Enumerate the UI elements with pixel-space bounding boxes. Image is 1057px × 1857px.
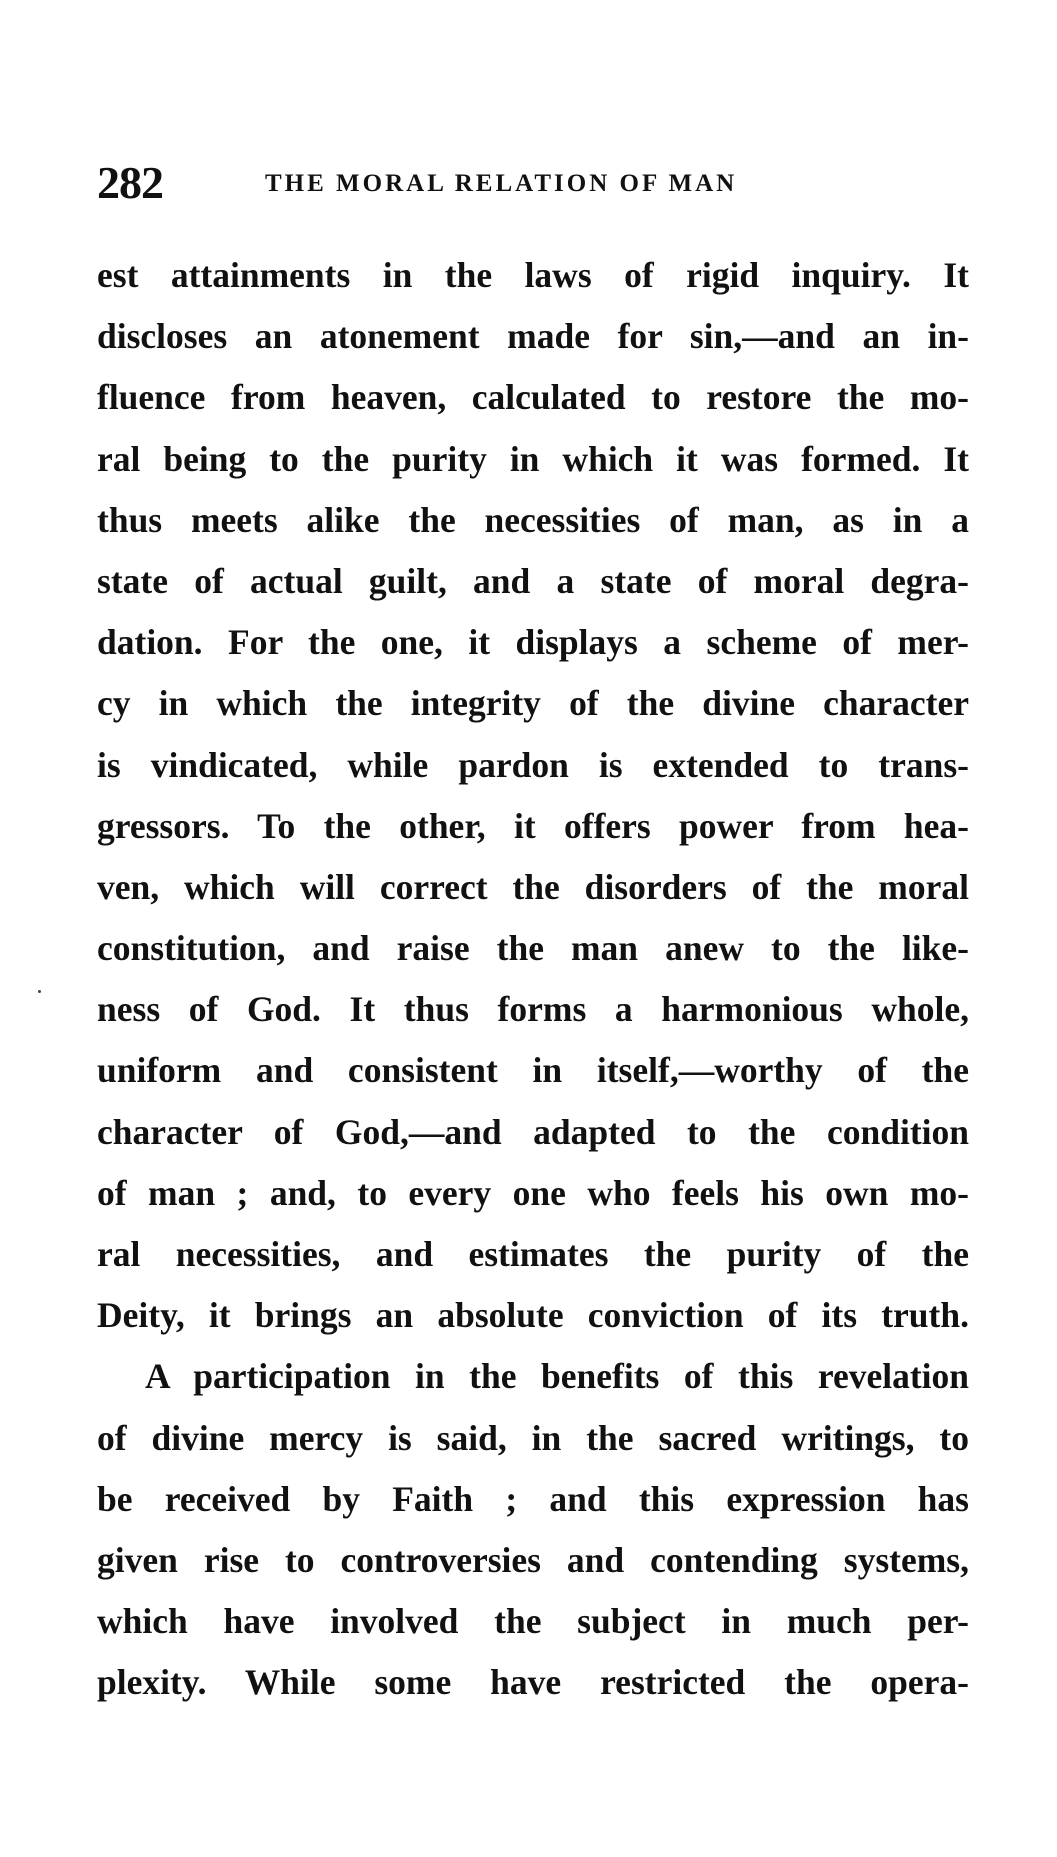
text-line: cy in which the integrity of the divine character: [97, 683, 969, 724]
running-head: [97, 158, 977, 208]
text-line: thus meets alike the necessities of man, as in a: [97, 499, 969, 540]
text-line: fluence from heaven, calculated to restore the mo-: [97, 377, 969, 418]
text-line: ven, which will correct the disorders of the moral: [97, 866, 969, 907]
text-line: state of actual guilt, and a state of moral degra-: [97, 560, 969, 601]
text-line: plexity. While some have restricted the opera-: [97, 1662, 969, 1703]
text-line: discloses an atonement made for sin,—and an in-: [97, 316, 969, 357]
text-line: Deity, it brings an absolute conviction of its truth.: [97, 1295, 969, 1336]
text-line: is vindicated, while pardon is extended to trans-: [97, 744, 969, 785]
page-number: 282: [97, 157, 163, 208]
text-line: ral being to the purity in which it was formed. It: [97, 438, 969, 479]
text-line: est attainments in the laws of rigid inquiry. It: [97, 255, 969, 295]
text-line: be received by Faith ; and this expression has: [97, 1478, 969, 1519]
running-title: THE MORAL RELATION OF MAN: [265, 170, 738, 197]
text-line: character of God,—and adapted to the condition: [97, 1111, 969, 1152]
text-line: of divine mercy is said, in the sacred writings, to: [97, 1417, 969, 1458]
text-line: uniform and consistent in itself,—worthy of the: [97, 1050, 969, 1091]
text-line: of man ; and, to every one who feels his own mo-: [97, 1172, 969, 1213]
text-line: ral necessities, and estimates the purity of the: [97, 1234, 969, 1274]
text-line: ness of God. It thus forms a harmonious whole,: [97, 989, 969, 1030]
text-line: given rise to controversies and contending systems,: [97, 1539, 969, 1580]
body-text: [97, 245, 969, 1714]
text-line: which have involved the subject in much per-: [97, 1601, 969, 1642]
print-speck: [38, 990, 41, 993]
paragraph-first-line: A participation in the benefits of this revelation: [145, 1356, 969, 1397]
text-line: constitution, and raise the man anew to the like-: [97, 928, 969, 969]
text-line: dation. For the one, it displays a scheme of mer-: [97, 622, 969, 663]
text-line: gressors. To the other, it offers power from hea-: [97, 805, 969, 846]
